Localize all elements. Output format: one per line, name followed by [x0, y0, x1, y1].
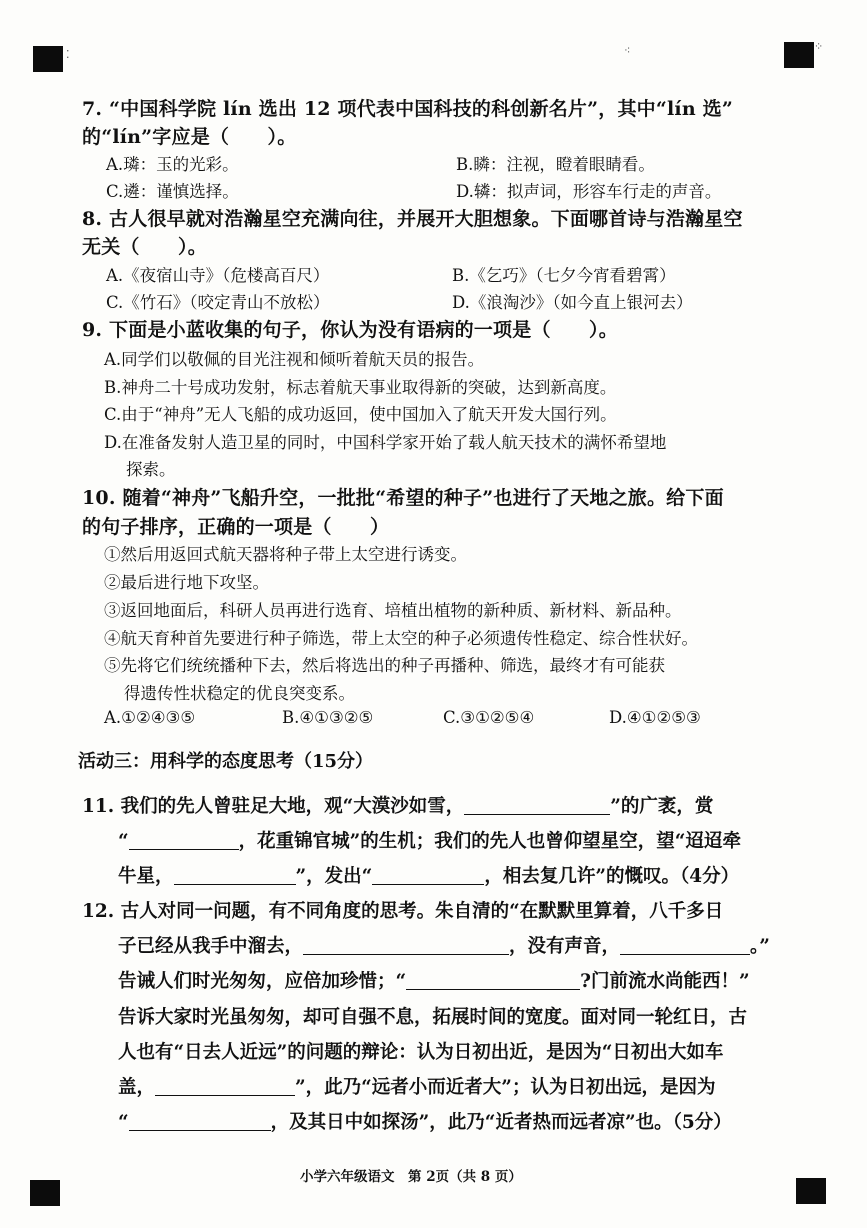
q12-text: 。”: [750, 936, 770, 957]
q10-option-d: D.④①②⑤③: [609, 708, 701, 727]
q11-line2: [118, 827, 741, 853]
q9-option-c: C.由于“神舟”无人飞船的成功返回，使中国加入了航天开发大国行列。: [104, 405, 617, 424]
q12-blank-4[interactable]: [155, 1075, 295, 1096]
q11-line1: [82, 792, 713, 818]
q12-text: “: [118, 1112, 129, 1133]
q8-option-a: A.《夜宿山寺》（危楼高百尺）: [106, 266, 330, 285]
scan-speck: ⁘: [814, 40, 824, 53]
q10-stem-line2: 的句子排序，正确的一项是（ ）: [82, 516, 390, 538]
q12-text: 告诫人们时光匆匆，应倍加珍惜；“: [118, 971, 407, 992]
q9-option-b: B.神舟二十号成功发射，标志着航天事业取得新的突破，达到新高度。: [104, 378, 617, 397]
q11-blank-1[interactable]: [464, 794, 610, 815]
q10-option-a: A.①②④③⑤: [104, 708, 196, 727]
q9-option-a: A.同学们以敬佩的目光注视和倾听着航天员的报告。: [104, 350, 485, 369]
q12-text: ，及其日中如探汤”，此乃“近者热而远者凉”也。（5分）: [270, 1112, 732, 1133]
q11-blank-3[interactable]: [174, 864, 296, 885]
q9-option-d-line1: D.在准备发射人造卫星的同时，中国科学家开始了载人航天技术的满怀希望地: [104, 433, 667, 452]
q8-stem-line1: 8. 古人很早就对浩瀚星空充满向往，并展开大胆想象。下面哪首诗与浩瀚星空: [82, 208, 743, 230]
q7-option-d: D.辚：拟声词，形容车行走的声音。: [456, 182, 722, 201]
q12-text: ，没有声音，: [509, 936, 621, 957]
q10-sentence-5-line2: 得遗传性状稳定的优良突变系。: [124, 684, 355, 703]
q8-option-b: B.《乞巧》（七夕今宵看碧霄）: [452, 266, 676, 285]
section-3-heading: 活动三：用科学的态度思考（15分）: [78, 751, 374, 772]
q7-option-a: A.璘：玉的光彩。: [106, 155, 239, 174]
q7-option-c: C.遴：谨慎选择。: [106, 182, 239, 201]
q8-option-d: D.《浪淘沙》（如今直上银河去）: [452, 293, 693, 312]
q10-sentence-2: ②最后进行地下攻坚。: [104, 573, 269, 592]
q12-line6: [118, 1073, 715, 1099]
scan-speck: ⁖: [624, 44, 631, 57]
q8-option-c: C.《竹石》（咬定青山不放松）: [106, 293, 330, 312]
q12-line4: 告诉大家时光虽匆匆，却可自强不息，拓展时间的宽度。面对同一轮红日，古: [118, 1007, 748, 1028]
q10-sentence-4: ④航天育种首先要进行种子筛选，带上太空的种子必须遗传性稳定、综合性状好。: [104, 629, 698, 648]
q10-sentence-3: ③返回地面后，科研人员再进行选育、培植出植物的新种质、新材料、新品种。: [104, 601, 682, 620]
q7-stem-line2: 的“lín”字应是（ ）。: [82, 126, 297, 148]
q11-blank-4[interactable]: [372, 864, 484, 885]
q11-text: ”的广袤，赏: [610, 796, 714, 817]
q12-line1: 12. 古人对同一问题，有不同角度的思考。朱自清的“在默默里算着，八千多日: [82, 901, 724, 922]
q12-text: ?门前流水尚能西！”: [580, 971, 750, 992]
q12-blank-5[interactable]: [129, 1110, 271, 1131]
q9-option-d-line2: 探索。: [126, 460, 176, 479]
q12-line2: [118, 932, 770, 958]
q10-option-b: B.④①③②⑤: [282, 708, 374, 727]
q8-stem-line2: 无关（ ）。: [82, 236, 207, 258]
q10-stem-line1: 10. 随着“神舟”飞船升空，一批批“希望的种子”也进行了天地之旅。给下面: [82, 487, 724, 509]
q7-stem-line1: 7. “中国科学院 lín 选出 12 项代表中国科技的科创新名片”，其中“lín 选”: [82, 98, 733, 120]
q12-blank-1[interactable]: [303, 934, 509, 955]
q7-option-b: B.瞵：注视，瞪着眼睛看。: [456, 155, 655, 174]
q12-line5: 人也有“日去人近远”的问题的辩论：认为日初出近，是因为“日初出大如车: [118, 1042, 724, 1063]
q10-sentence-5-line1: ⑤先将它们统统播种下去，然后将选出的种子再播种、筛选，最终才有可能获: [104, 656, 665, 675]
q11-text: ”，发出“: [295, 866, 373, 887]
q12-text: ”，此乃“远者小而近者大”；认为日初出远，是因为: [295, 1077, 716, 1098]
q10-sentence-1: ①然后用返回式航天器将种子带上太空进行诱变。: [104, 545, 467, 564]
scan-speck: ⁚: [66, 48, 70, 61]
q9-stem: 9. 下面是小蓝收集的句子，你认为没有语病的一项是（ ）。: [82, 319, 618, 341]
q11-text: “: [118, 831, 129, 852]
q11-text: 牛星，: [118, 866, 174, 887]
q12-blank-3[interactable]: [406, 969, 580, 990]
q12-blank-2[interactable]: [620, 934, 750, 955]
q11-line3: [118, 862, 739, 888]
q11-text: ，相去复几许”的慨叹。（4分）: [484, 866, 740, 887]
q11-blank-2[interactable]: [129, 829, 239, 850]
q10-option-c: C.③①②⑤④: [443, 708, 535, 727]
q12-text: 盖，: [118, 1077, 156, 1098]
page-footer: 小学六年级语文 第 2页（共 8 页）: [300, 1169, 522, 1185]
q11-text: 11. 我们的先人曾驻足大地，观“大漠沙如雪，: [82, 796, 465, 817]
q12-line7: [118, 1108, 732, 1134]
q12-text: 子已经从我手中溜去，: [118, 936, 304, 957]
q12-line3: [118, 967, 750, 993]
q11-text: ，花重锦官城”的生机；我们的先人也曾仰望星空，望“迢迢牵: [238, 831, 741, 852]
